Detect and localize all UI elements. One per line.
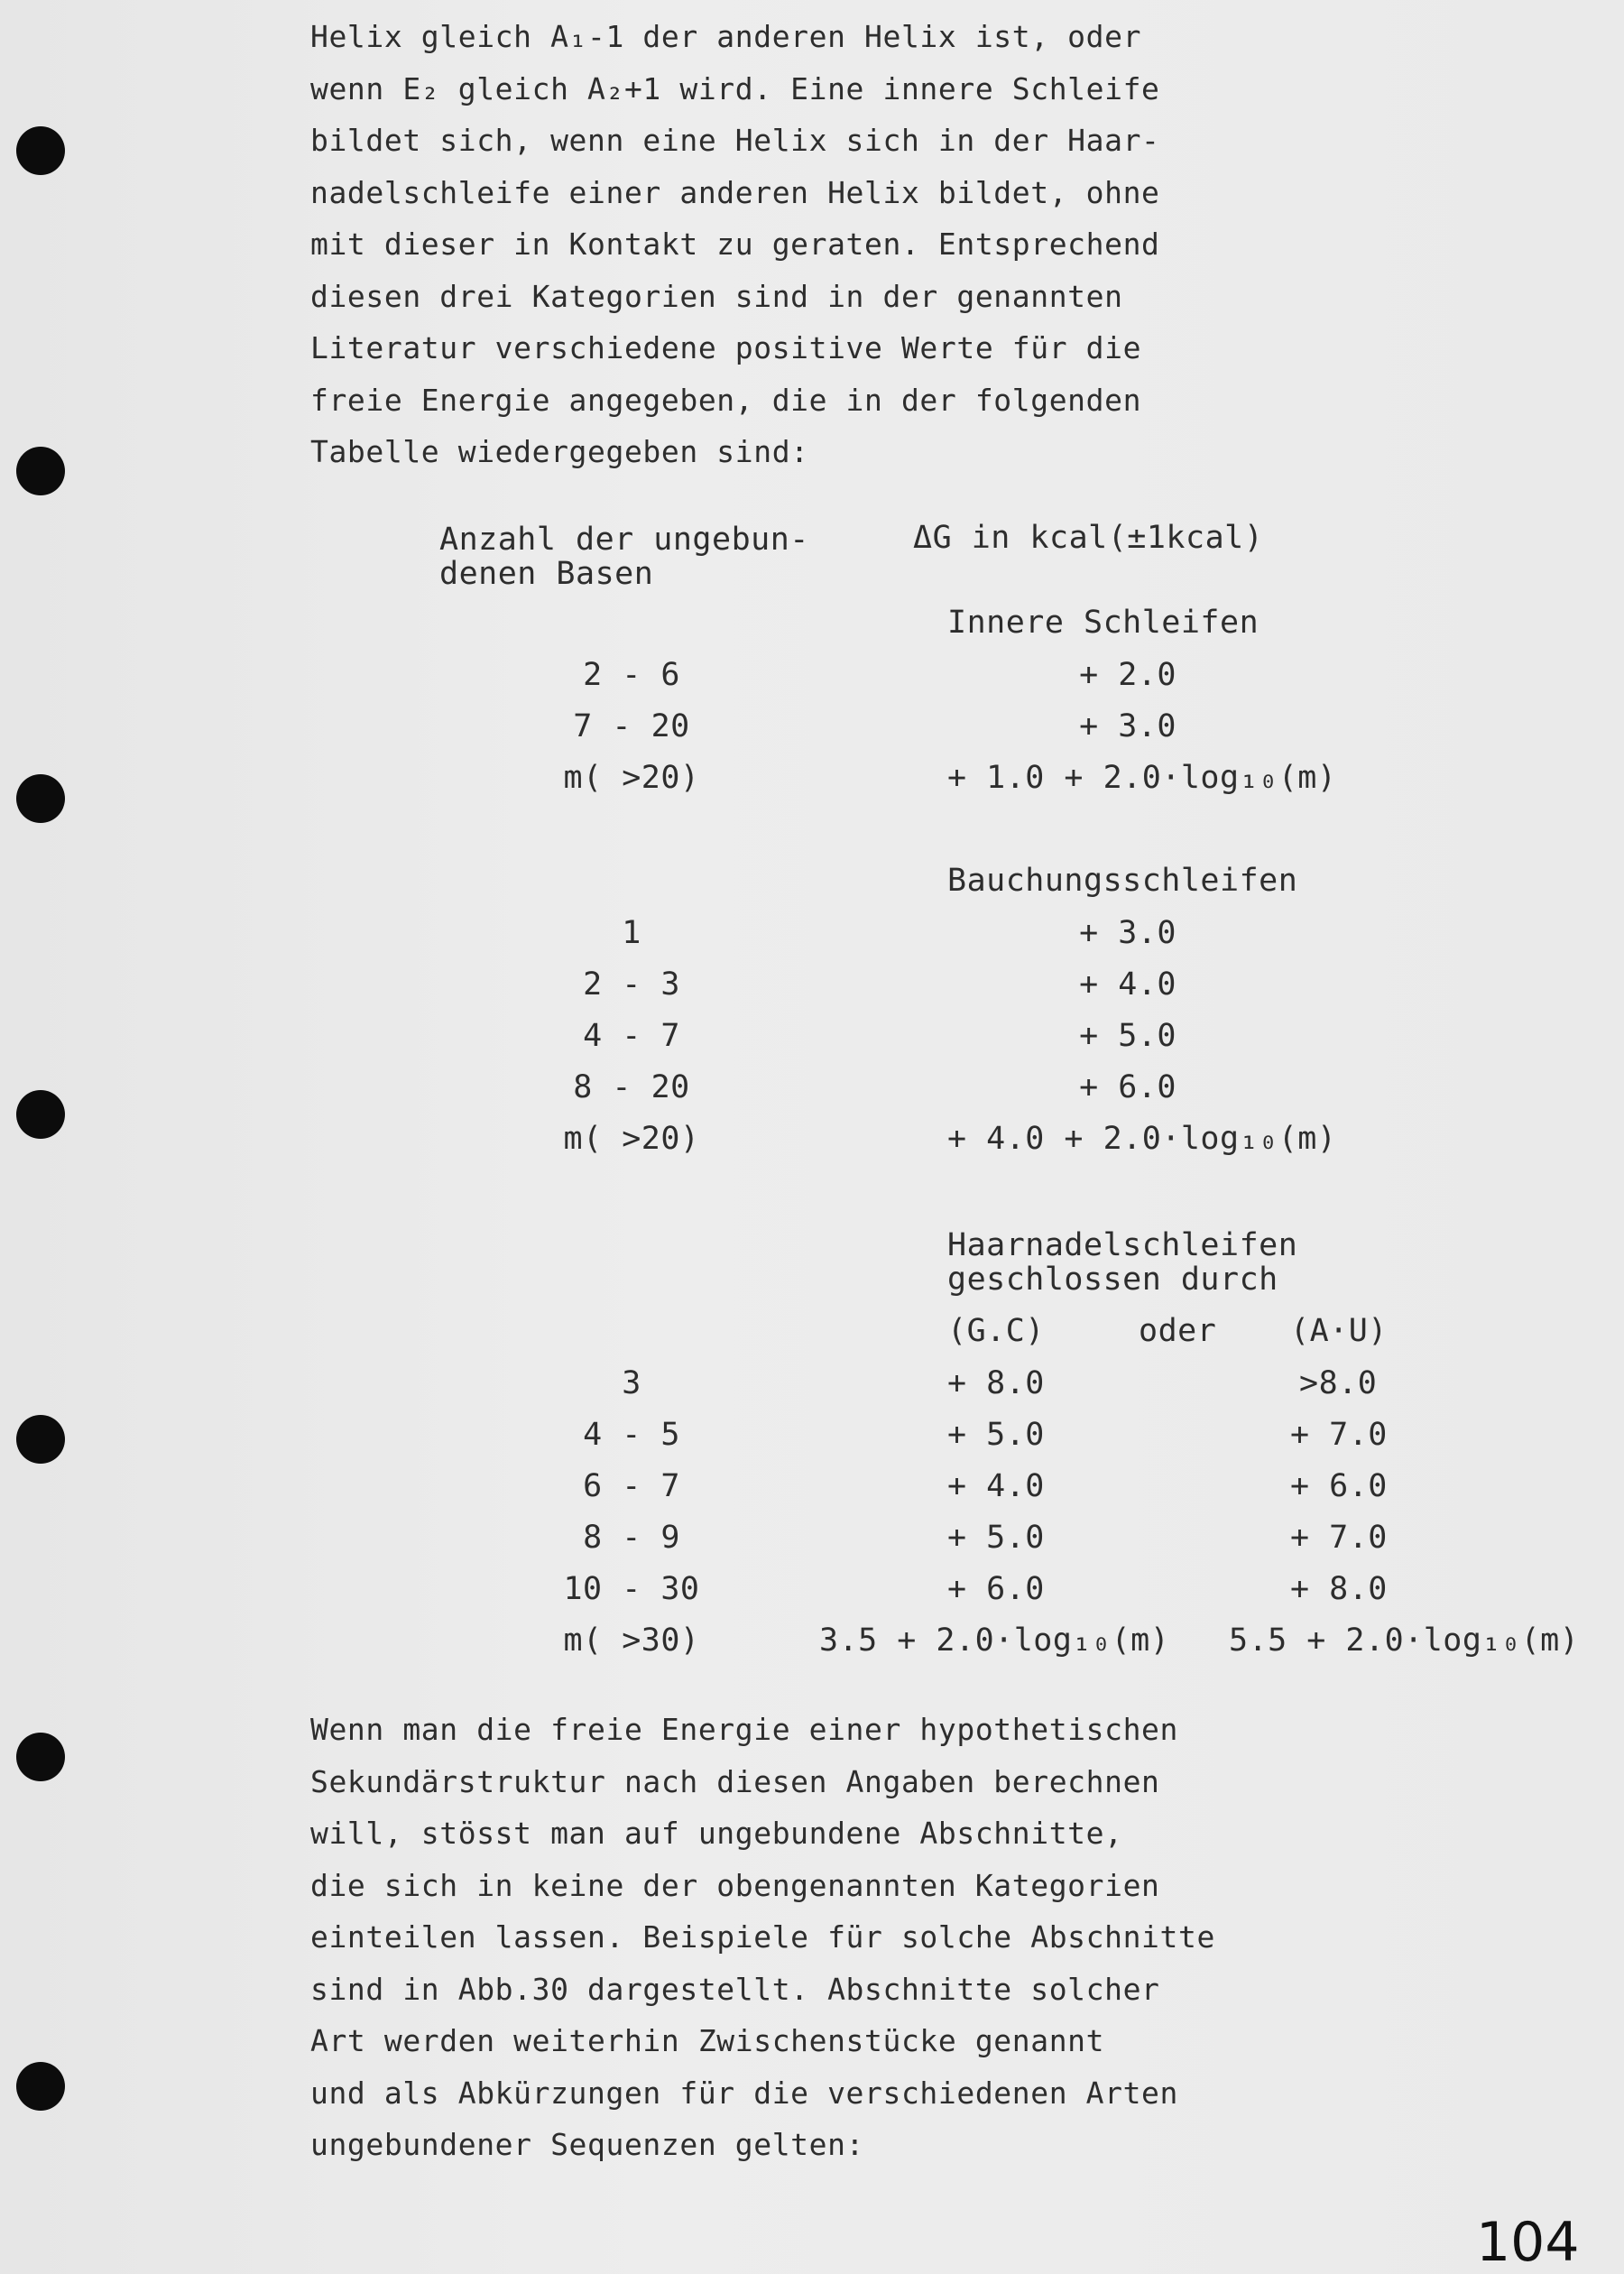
hairpin-gc-3: + 4.0	[947, 1468, 1045, 1504]
punch-hole	[16, 1733, 65, 1781]
inner-energy-1: + 2.0	[1079, 657, 1176, 693]
hairpin-col-or: oder	[1139, 1313, 1217, 1349]
text-line: mit dieser in Kontakt zu geraten. Entsprechend	[310, 226, 1160, 262]
hairpin-au-2: + 7.0	[1290, 1417, 1388, 1453]
text-line: sind in Abb.30 dargestellt. Abschnitte solcher	[310, 1971, 1160, 2007]
hairpin-bases-5: 10 - 30	[563, 1571, 700, 1607]
header-bases-line2: denen Basen	[439, 556, 654, 592]
hairpin-gc-1: + 8.0	[947, 1365, 1045, 1401]
bulge-bases-3: 4 - 7	[583, 1018, 680, 1054]
hairpin-bases-2: 4 - 5	[583, 1417, 680, 1453]
text-line: Literatur verschiedene positive Werte für die	[310, 330, 1142, 365]
hairpin-col-au: (A·U)	[1290, 1313, 1388, 1349]
text-line: diesen drei Kategorien sind in der genannten	[310, 278, 1123, 314]
hairpin-au-5: + 8.0	[1290, 1571, 1388, 1607]
text-line: bildet sich, wenn eine Helix sich in der Haar-	[310, 123, 1160, 158]
bulge-bases-4: 8 - 20	[573, 1069, 690, 1105]
hairpin-au-6: 5.5 + 2.0·log₁₀(m)	[1229, 1622, 1580, 1659]
header-bases-line1: Anzahl der ungebun-	[439, 522, 809, 558]
hairpin-bases-1: 3	[622, 1365, 641, 1401]
text-line: Sekundärstruktur nach diesen Angaben berechnen	[310, 1763, 1160, 1799]
bulge-energy-1: + 3.0	[1079, 915, 1176, 951]
hairpin-au-4: + 7.0	[1290, 1520, 1388, 1556]
inner-energy-2: + 3.0	[1079, 708, 1176, 744]
section-title-inner: Innere Schleifen	[947, 605, 1260, 641]
text-line: freie Energie angegeben, die in der folgenden	[310, 382, 1142, 418]
hairpin-gc-6: 3.5 + 2.0·log₁₀(m)	[819, 1622, 1170, 1659]
bulge-bases-2: 2 - 3	[583, 966, 680, 1003]
bulge-energy-5: + 4.0 + 2.0·log₁₀(m)	[947, 1121, 1337, 1157]
text-line: wenn E₂ gleich A₂+1 wird. Eine innere Schleife	[310, 70, 1160, 106]
text-line: Wenn man die freie Energie einer hypothetischen	[310, 1712, 1178, 1747]
punch-hole	[16, 1415, 65, 1464]
page-number: 104	[1476, 2211, 1580, 2274]
inner-bases-1: 2 - 6	[583, 657, 680, 693]
paragraph-bottom	[310, 1704, 1393, 2171]
text-line: und als Abkürzungen für die verschiedenen Arten	[310, 2075, 1178, 2111]
hairpin-au-3: + 6.0	[1290, 1468, 1388, 1504]
bulge-bases-1: 1	[622, 915, 641, 951]
inner-bases-2: 7 - 20	[573, 708, 690, 744]
bulge-bases-5: m( >20)	[563, 1121, 700, 1157]
punch-hole	[16, 2062, 65, 2111]
text-line: Art werden weiterhin Zwischenstücke genannt	[310, 2023, 1105, 2058]
inner-energy-3: + 1.0 + 2.0·log₁₀(m)	[947, 760, 1337, 796]
text-line: nadelschleife einer anderen Helix bildet, ohne	[310, 174, 1160, 210]
text-line: Tabelle wiedergegeben sind:	[310, 434, 809, 469]
hairpin-bases-4: 8 - 9	[583, 1520, 680, 1556]
hairpin-gc-4: + 5.0	[947, 1520, 1045, 1556]
punch-hole	[16, 774, 65, 823]
punch-hole	[16, 1090, 65, 1139]
header-delta-g: ΔG in kcal(±1kcal)	[913, 520, 1264, 556]
text-line: die sich in keine der obengenannten Kategorien	[310, 1867, 1160, 1903]
section-subtitle-hairpin: geschlossen durch	[947, 1262, 1278, 1298]
section-title-bulge: Bauchungsschleifen	[947, 863, 1298, 899]
hairpin-gc-2: + 5.0	[947, 1417, 1045, 1453]
bulge-energy-2: + 4.0	[1079, 966, 1176, 1003]
hairpin-bases-6: m( >30)	[563, 1622, 700, 1659]
text-line: einteilen lassen. Beispiele für solche Abschnitte	[310, 1919, 1215, 1955]
hairpin-col-gc: (G.C)	[947, 1313, 1045, 1349]
text-line: will, stösst man auf ungebundene Abschnitte,	[310, 1816, 1123, 1851]
hairpin-gc-5: + 6.0	[947, 1571, 1045, 1607]
punch-hole	[16, 447, 65, 495]
section-title-hairpin: Haarnadelschleifen	[947, 1227, 1298, 1263]
paragraph-top	[310, 11, 1393, 478]
bulge-energy-3: + 5.0	[1079, 1018, 1176, 1054]
inner-bases-3: m( >20)	[563, 760, 700, 796]
hairpin-au-1: >8.0	[1299, 1365, 1378, 1401]
text-line: ungebundener Sequenzen gelten:	[310, 2127, 865, 2162]
bulge-energy-4: + 6.0	[1079, 1069, 1176, 1105]
text-line: Helix gleich A₁-1 der anderen Helix ist, oder	[310, 19, 1142, 54]
hairpin-bases-3: 6 - 7	[583, 1468, 680, 1504]
punch-hole	[16, 126, 65, 175]
